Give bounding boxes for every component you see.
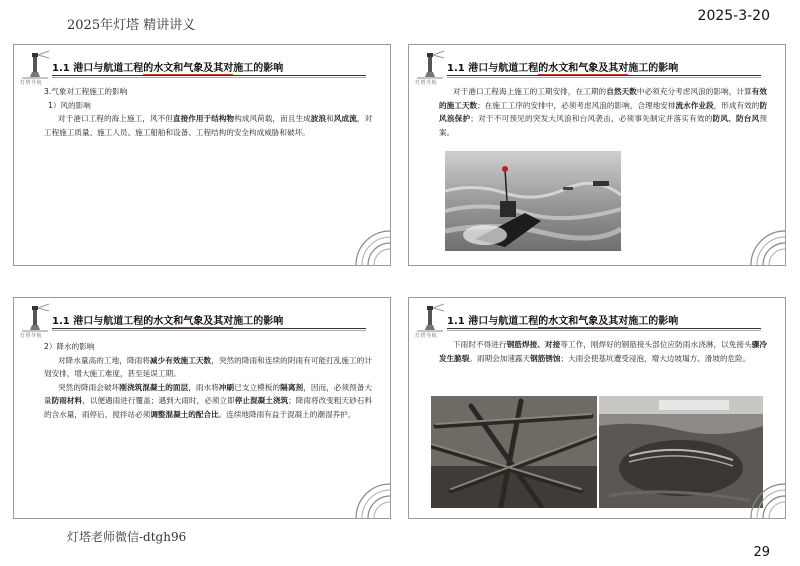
decorative-swirl-icon [745, 225, 785, 265]
slide-3-content [44, 340, 372, 421]
title-highlight: 的水文和气象及其对 [143, 316, 234, 327]
logo-text: 灯塔导航 [415, 333, 438, 339]
lighthouse-logo-icon [20, 50, 50, 80]
title-rule [52, 328, 366, 329]
footer-contact: 灯塔老师微信-dtgh96 [67, 530, 187, 544]
title-rule-thin [52, 330, 366, 331]
title-rule [52, 75, 366, 76]
title-rule-thin [52, 77, 366, 78]
slide-2 [408, 44, 786, 266]
paragraph: 下雨时不得进行钢筋焊接、对接等工作，刚焊好的钢筋接头部位应防雨水浇淋，以免接头骤冷发生脆裂。雨期会加速露天钢筋锈蚀；大雨会使基坑遭受浸泡，增大边坡塌方、滑坡的危险。 [439, 340, 768, 363]
decorative-swirl-icon [350, 478, 390, 518]
paragraph: 对于港口工程海上施工的工期安排，在工期的自然天数中必须充分考虑风浪的影响，计算有效的施工天数；在施工工序的安排中，必须考虑风浪的影响，合理地安排流水作业段，形成有效的防风浪保护；对于不可预见的突发大风浪和台风袭击，必须事先制定并落实有效的防风、防台风预案。 [439, 87, 768, 137]
header-date: 2025-3-20 [697, 8, 770, 24]
subsection-heading: 2）降水的影响 [44, 342, 95, 351]
title-part-1: 1.1 港口与航道工程 [52, 316, 144, 327]
header-title: 2025年灯塔 精讲讲义 [67, 18, 196, 33]
paragraph: 对降水量高的工地，降雨将减少有效施工天数，突然的降雨和连续的阴雨有可能打乱施工的计划安排，增大施工难度，甚至延误工期。 [44, 355, 372, 378]
title-part-1: 1.1 港口与航道工程 [52, 63, 144, 74]
title-part-2: 施工的影响 [233, 63, 284, 74]
slide-2-content [439, 85, 767, 139]
title-rule [447, 328, 761, 329]
paragraph: 对于港口工程的海上施工，风不但直接作用于结构物构成风荷载，而且生成波浪和风成流，对工程施工质量、施工人员、施工船舶和设备、工程结构的安全构成威胁和破坏。 [44, 114, 373, 137]
flooded-pit-photo [599, 396, 763, 508]
logo-text: 灯塔导航 [20, 333, 43, 339]
storm-boat-photo [445, 151, 621, 251]
title-highlight: 的水文和气象及其对 [538, 63, 629, 74]
section-heading: 3.气象对工程施工的影响 [44, 87, 128, 96]
rebar-photo [431, 396, 597, 508]
decorative-swirl-icon [745, 478, 785, 518]
logo-text: 灯塔导航 [20, 80, 43, 86]
lighthouse-logo-icon [20, 303, 50, 333]
decorative-swirl-icon [350, 225, 390, 265]
slide-4 [408, 297, 786, 519]
title-part-2: 施工的影响 [233, 316, 284, 327]
title-part-2: 施工的影响 [628, 316, 679, 327]
lighthouse-logo-icon [415, 303, 445, 333]
title-rule [447, 75, 761, 76]
title-part-2: 施工的影响 [628, 63, 679, 74]
slide-1 [13, 44, 391, 266]
title-part-1: 1.1 港口与航道工程 [447, 63, 539, 74]
slide-1-content [44, 85, 372, 139]
title-rule-thin [447, 77, 761, 78]
paragraph: 突然的降雨会破坏刚浇筑混凝土的面层，雨水将冲刷已支立模板的隔离剂，因而，必须预备大量防雨材料，以便遇雨进行覆盖；遇到大雨时，必须立即停止混凝土浇筑；降雨将改变粗天砂石料的含水量，雨停后，搅拌站必须调整混凝土的配合比。连续地降雨有益于混凝土的潮湿养护。 [44, 382, 373, 419]
subsection-heading: 1）风的影响 [48, 100, 91, 110]
slide-3 [13, 297, 391, 519]
page-number: 29 [753, 545, 770, 560]
title-highlight: 的水文和气象及其对 [143, 63, 234, 74]
title-part-1: 1.1 港口与航道工程 [447, 316, 539, 327]
lighthouse-logo-icon [415, 50, 445, 80]
logo-text: 灯塔导航 [415, 80, 438, 86]
slide-4-content [439, 338, 767, 365]
title-highlight: 的水文和气象及其对 [538, 316, 629, 327]
title-rule-thin [447, 330, 761, 331]
